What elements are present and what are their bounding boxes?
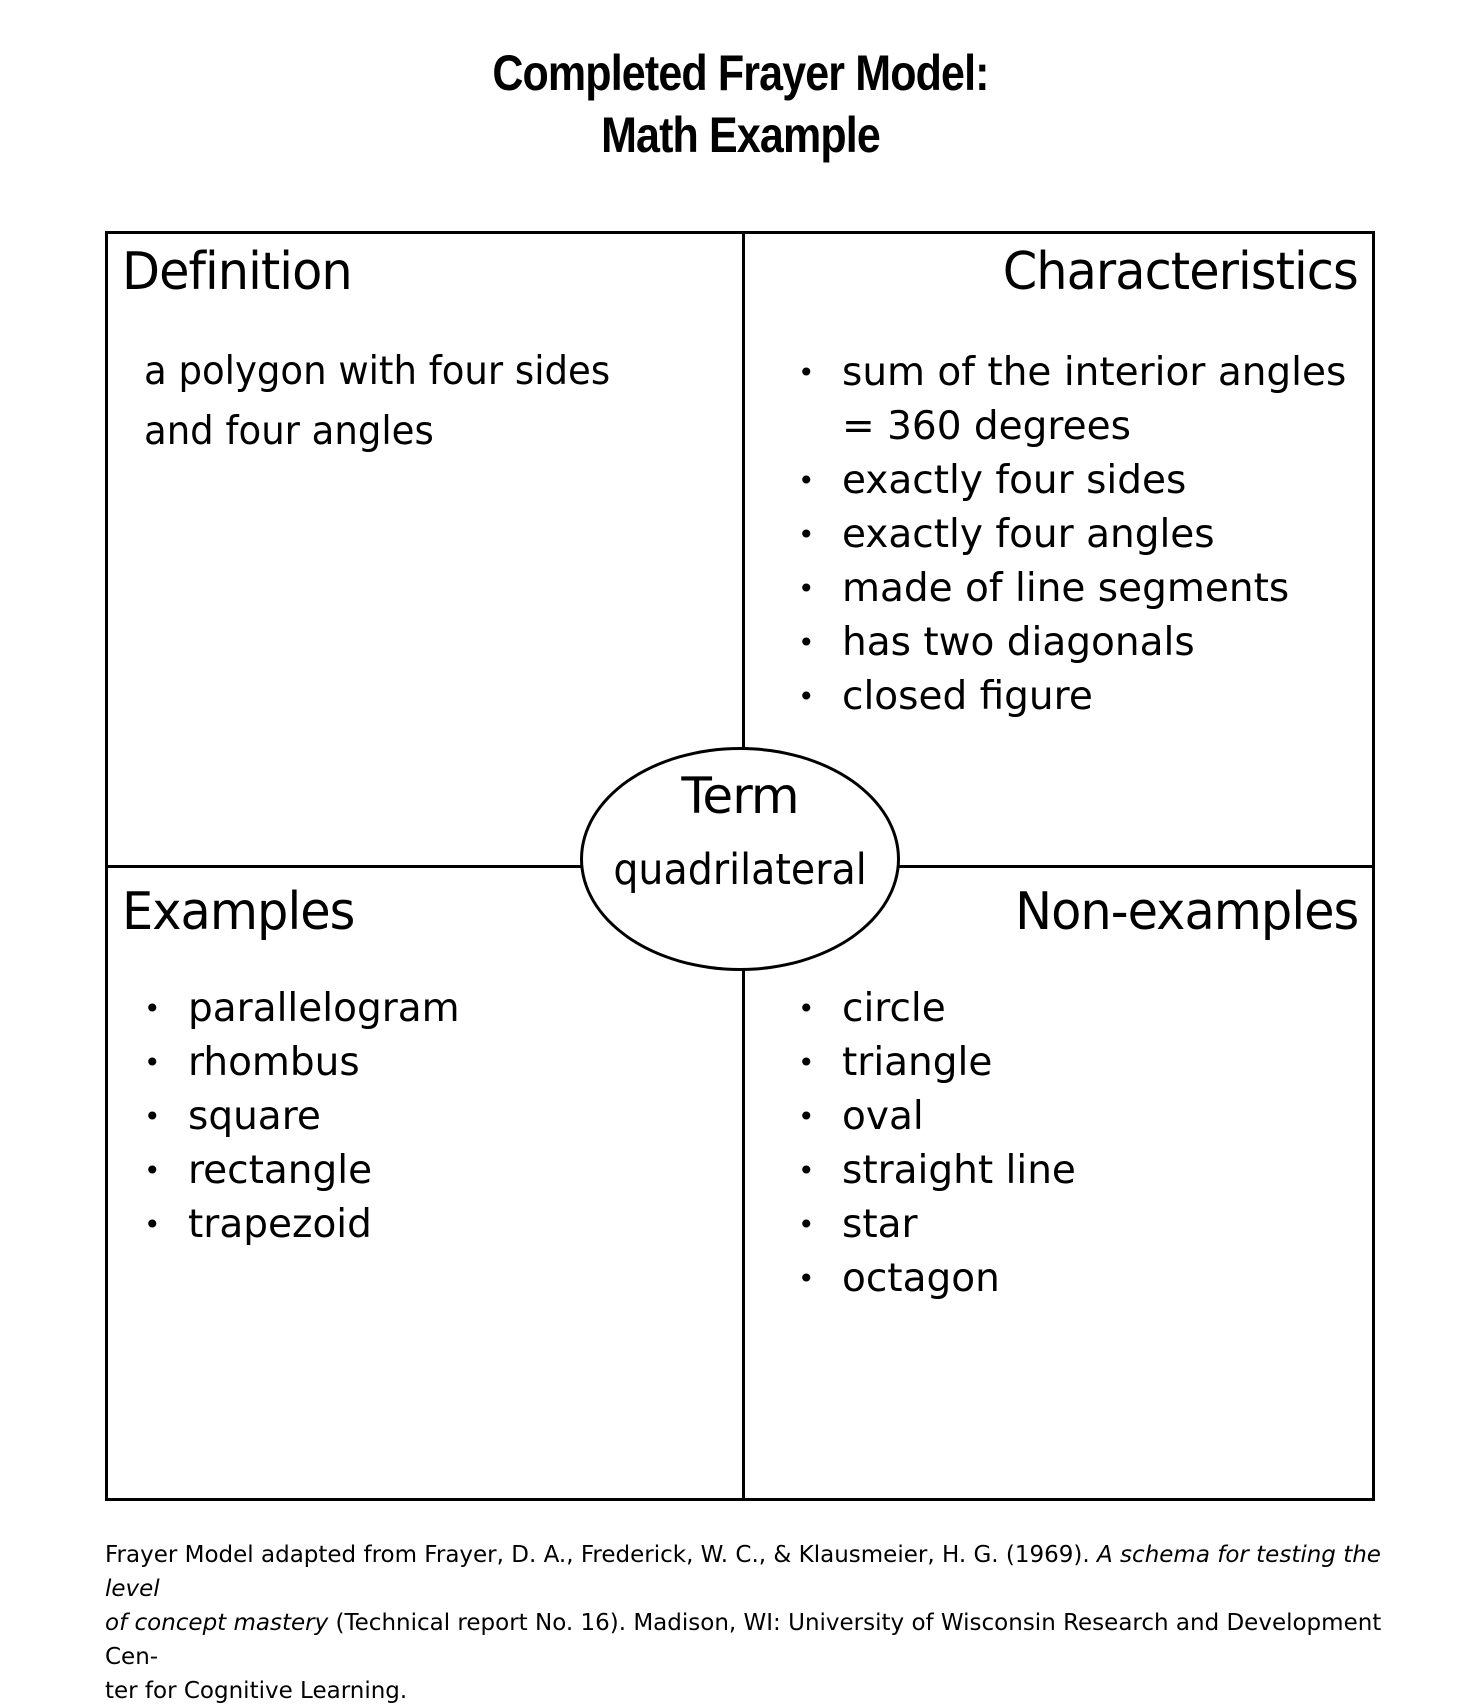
title-line-1: Completed Frayer Model: [492,45,989,101]
list-item: • octagon [798,1252,1076,1306]
term-label: Term [681,767,799,825]
list-item: • made of line segments [798,562,1346,616]
page-title [104,42,1378,166]
list-item: • rectangle [144,1144,460,1198]
non-examples-list [798,982,1076,1306]
term-oval [580,747,900,971]
term-word: quadrilateral [613,845,867,895]
list-item: • triangle [798,1036,1076,1090]
characteristics-heading: Characteristics [1002,242,1358,302]
characteristics-list [798,346,1346,724]
definition-heading: Definition [122,242,352,302]
list-item: • has two diagonals [798,616,1346,670]
citation-part-2: (Technical report No. 16). Madison, WI: University of Wisconsin Research and Development Cen- [105,1610,1382,1670]
list-item: • sum of the interior angles [798,346,1346,400]
list-item: • exactly four sides [798,454,1346,508]
definition-text-line-1: a polygon with four sides [144,349,611,394]
list-item: • square [144,1090,460,1144]
citation [105,1538,1405,1708]
list-item-continuation: = 360 degrees [842,404,1131,449]
list-item: • closed figure [798,670,1346,724]
list-item: • star [798,1198,1076,1252]
examples-list [144,982,460,1252]
list-item: • oval [798,1090,1076,1144]
list-item: • rhombus [144,1036,460,1090]
list-item: • straight line [798,1144,1076,1198]
title-line-2: Math Example [601,107,880,163]
list-item: • parallelogram [144,982,460,1036]
citation-part-3: ter for Cognitive Learning. [105,1678,408,1704]
citation-part-1: Frayer Model adapted from Frayer, D. A., Frederick, W. C., & Klausmeier, H. G. (1969). [105,1542,1098,1568]
definition-text-line-2: and four angles [144,409,434,454]
citation-italic-1: A schema for testing the level [105,1542,1381,1602]
definition-text [144,342,676,462]
list-item: • trapezoid [144,1198,460,1252]
non-examples-heading: Non-examples [1014,882,1358,942]
list-item: • circle [798,982,1076,1036]
examples-heading: Examples [122,882,355,942]
list-item: • exactly four angles [798,508,1346,562]
citation-italic-2: of concept mastery [105,1610,329,1636]
